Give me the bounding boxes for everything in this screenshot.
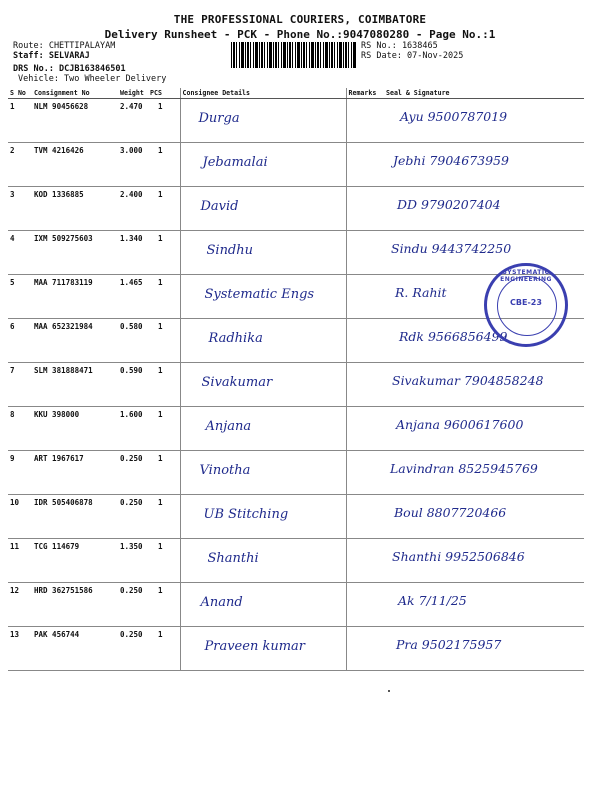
row-weight: 0.580 — [118, 319, 148, 363]
row-consignee — [180, 627, 346, 671]
runsheet-table — [8, 88, 584, 671]
rs-number: RS No.: 1638465 — [361, 41, 438, 51]
row-sno: 7 — [8, 363, 32, 407]
table-row — [8, 627, 584, 671]
row-pcs: 1 — [148, 627, 180, 671]
row-sno: 2 — [8, 143, 32, 187]
row-weight: 3.000 — [118, 143, 148, 187]
consignee-name-handwritten: Sindhu — [206, 243, 254, 258]
row-pcs: 1 — [148, 143, 180, 187]
company-title: THE PROFESSIONAL COURIERS, COIMBATORE — [173, 13, 427, 26]
row-pcs: 1 — [148, 99, 180, 143]
row-remarks — [346, 99, 384, 143]
consignee-name-handwritten: Praveen kumar — [204, 639, 305, 654]
signature-handwritten: Ayu 9500787019 — [400, 109, 508, 124]
row-consignee — [180, 275, 346, 319]
row-pcs: 1 — [148, 539, 180, 583]
row-weight: 1.465 — [118, 275, 148, 319]
col-weight: Weight — [118, 88, 148, 99]
row-remarks — [346, 319, 384, 363]
row-weight: 2.470 — [118, 99, 148, 143]
row-consignee — [180, 143, 346, 187]
row-weight: 2.400 — [118, 187, 148, 231]
table-row — [8, 539, 584, 583]
row-pcs: 1 — [148, 363, 180, 407]
signature-handwritten: Lavindran 8525945769 — [390, 461, 538, 476]
table-row — [8, 451, 584, 495]
table-header-row — [8, 88, 584, 99]
row-signature — [384, 627, 584, 671]
col-seal-signature: Seal & Signature — [384, 88, 584, 99]
row-remarks — [346, 143, 384, 187]
row-remarks — [346, 407, 384, 451]
consignee-name-handwritten: Systematic Engs — [204, 287, 315, 302]
runsheet-rows — [8, 99, 584, 671]
row-weight: 1.600 — [118, 407, 148, 451]
signature-handwritten: Boul 8807720466 — [394, 505, 507, 520]
row-pcs: 1 — [148, 187, 180, 231]
row-consignment-no: IDR 505406878 — [32, 495, 118, 539]
signature-handwritten: Shanthi 9952506846 — [392, 549, 525, 564]
row-consignee — [180, 363, 346, 407]
row-signature — [384, 143, 584, 187]
row-consignment-no: SLM 381888471 — [32, 363, 118, 407]
row-pcs: 1 — [148, 495, 180, 539]
route-label: Route: CHETTIPALAYAM — [13, 41, 116, 51]
row-signature — [384, 539, 584, 583]
rs-date: RS Date: 07-Nov-2025 — [361, 51, 464, 61]
row-weight: 0.250 — [118, 627, 148, 671]
row-signature — [384, 363, 584, 407]
row-consignee — [180, 451, 346, 495]
runsheet-subtitle: Delivery Runsheet - PCK - Phone No.:9047080280 - Page No.:1 — [104, 28, 496, 41]
row-signature — [384, 187, 584, 231]
row-signature — [384, 583, 584, 627]
row-signature — [384, 99, 584, 143]
row-signature — [384, 231, 584, 275]
consignee-name-handwritten: Vinotha — [199, 463, 251, 478]
table-row — [8, 407, 584, 451]
row-sno: 11 — [8, 539, 32, 583]
consignee-name-handwritten: Anand — [200, 595, 243, 610]
row-consignee — [180, 495, 346, 539]
row-pcs: 1 — [148, 407, 180, 451]
signature-handwritten: Sivakumar 7904858248 — [392, 373, 544, 388]
row-remarks — [346, 583, 384, 627]
consignee-name-handwritten: Durga — [198, 111, 240, 126]
col-pcs: PCS — [148, 88, 180, 99]
table-row — [8, 99, 584, 143]
row-weight: 0.250 — [118, 451, 148, 495]
row-signature — [384, 451, 584, 495]
row-sno: 1 — [8, 99, 32, 143]
row-remarks — [346, 539, 384, 583]
row-consignee — [180, 539, 346, 583]
row-consignment-no: IXM 509275603 — [32, 231, 118, 275]
staff-label: Staff: SELVARAJ — [13, 51, 90, 61]
row-weight: 0.250 — [118, 495, 148, 539]
row-consignee — [180, 99, 346, 143]
table-row — [8, 187, 584, 231]
consignee-name-handwritten: Jebamalai — [202, 155, 268, 170]
signature-handwritten: Jebhi 7904673959 — [393, 153, 509, 168]
signature-handwritten: Anjana 9600617600 — [396, 417, 524, 432]
row-consignee — [180, 407, 346, 451]
consignee-name-handwritten: UB Stitching — [203, 507, 289, 522]
row-pcs: 1 — [148, 231, 180, 275]
row-remarks — [346, 495, 384, 539]
row-consignment-no: MAA 711783119 — [32, 275, 118, 319]
table-row — [8, 231, 584, 275]
drs-number: DRS No.: DCJB163846501 — [13, 64, 126, 74]
stamp-code: CBE-23 — [510, 298, 542, 307]
stamp-ring-text: SYSTEMATIC ENGINEERING — [500, 269, 552, 283]
table-row — [8, 363, 584, 407]
row-consignment-no: ART 1967617 — [32, 451, 118, 495]
row-consignment-no: MAA 652321984 — [32, 319, 118, 363]
row-remarks — [346, 187, 384, 231]
col-consignee: Consignee Details — [180, 88, 346, 99]
row-consignment-no: PAK 456744 — [32, 627, 118, 671]
row-consignee — [180, 231, 346, 275]
row-sno: 12 — [8, 583, 32, 627]
row-consignment-no: NLM 90456628 — [32, 99, 118, 143]
signature-handwritten: DD 9790207404 — [397, 197, 501, 212]
col-sno: S No — [8, 88, 32, 99]
row-pcs: 1 — [148, 451, 180, 495]
signature-handwritten: Sindu 9443742250 — [391, 241, 512, 256]
row-consignment-no: TVM 4216426 — [32, 143, 118, 187]
row-sno: 4 — [8, 231, 32, 275]
row-weight: 1.340 — [118, 231, 148, 275]
consignee-name-handwritten: Anjana — [205, 419, 252, 434]
row-consignee — [180, 319, 346, 363]
row-remarks — [346, 275, 384, 319]
company-seal-stamp — [484, 263, 568, 347]
row-sno: 6 — [8, 319, 32, 363]
row-sno: 5 — [8, 275, 32, 319]
consignee-name-handwritten: Radhika — [208, 331, 263, 346]
row-sno: 3 — [8, 187, 32, 231]
consignee-name-handwritten: David — [200, 199, 239, 214]
consignee-name-handwritten: Shanthi — [207, 551, 259, 566]
col-remarks: Remarks — [346, 88, 384, 99]
row-remarks — [346, 451, 384, 495]
signature-handwritten: Pra 9502175957 — [396, 637, 502, 652]
signature-handwritten: Ak 7/11/25 — [398, 593, 467, 608]
scan-speck — [388, 690, 390, 692]
row-consignment-no: KOD 1336885 — [32, 187, 118, 231]
row-consignee — [180, 187, 346, 231]
row-pcs: 1 — [148, 583, 180, 627]
barcode-image — [231, 42, 356, 68]
consignee-name-handwritten: Sivakumar — [201, 375, 273, 390]
signature-handwritten: R. Rahit — [395, 285, 447, 300]
row-remarks — [346, 627, 384, 671]
row-sno: 9 — [8, 451, 32, 495]
table-row — [8, 583, 584, 627]
row-weight: 0.590 — [118, 363, 148, 407]
signature-handwritten: Rdk 9566856499 — [399, 329, 508, 344]
row-consignment-no: TCG 114679 — [32, 539, 118, 583]
row-weight: 0.250 — [118, 583, 148, 627]
row-consignment-no: KKU 398000 — [32, 407, 118, 451]
row-pcs: 1 — [148, 319, 180, 363]
row-remarks — [346, 231, 384, 275]
row-signature — [384, 495, 584, 539]
row-signature — [384, 407, 584, 451]
table-row — [8, 495, 584, 539]
table-row — [8, 143, 584, 187]
row-sno: 8 — [8, 407, 32, 451]
row-pcs: 1 — [148, 275, 180, 319]
row-consignee — [180, 583, 346, 627]
row-remarks — [346, 363, 384, 407]
row-sno: 13 — [8, 627, 32, 671]
row-weight: 1.350 — [118, 539, 148, 583]
row-consignment-no: HRD 362751586 — [32, 583, 118, 627]
vehicle-label: Vehicle: Two Wheeler Delivery — [18, 74, 167, 84]
col-consignment: Consignment No — [32, 88, 118, 99]
row-sno: 10 — [8, 495, 32, 539]
